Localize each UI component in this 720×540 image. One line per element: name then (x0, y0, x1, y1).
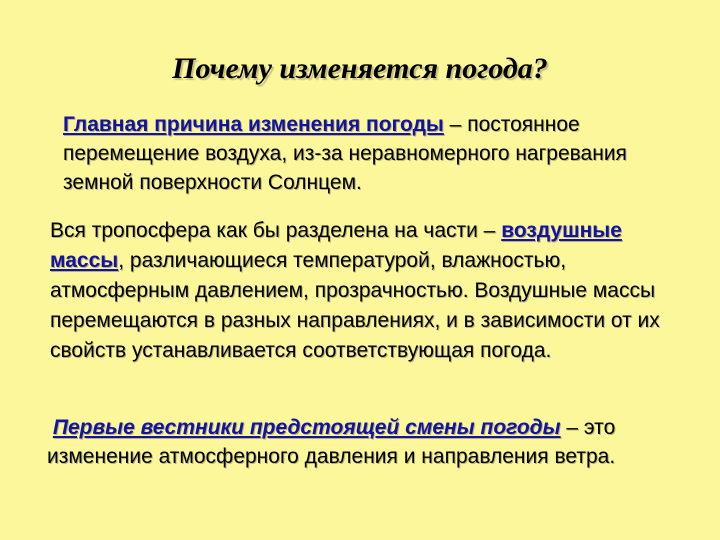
paragraph-main-cause (63, 110, 673, 197)
paragraph-weather-signs (47, 413, 697, 471)
paragraph-weather-signs-text: – это изменение атмосферного давления и направления ветра. (47, 416, 616, 468)
paragraph-main-cause-text: – постоянное перемещение воздуха, из-за неравномерного нагревания земной поверхности Солнцем. (63, 113, 627, 194)
paragraph-air-masses-lead: Вся тропосфера как бы разделена на части – (50, 219, 502, 242)
term-air-masses: воздушные массы (50, 219, 622, 272)
paragraph-air-masses (50, 216, 690, 366)
term-main-cause: Главная причина изменения погоды (63, 113, 444, 136)
slide-title: Почему изменяется погода? (172, 52, 548, 85)
paragraph-air-masses-text: , различающиеся температурой, влажностью, атмосферным давлением, прозрачностью. Воздушные массы перемещаются в разных направлениях, и в зависимости от их свойств устанавливается соответствующая погода. (50, 249, 660, 362)
term-weather-signs: Первые вестники предстоящей смены погоды (52, 416, 561, 439)
